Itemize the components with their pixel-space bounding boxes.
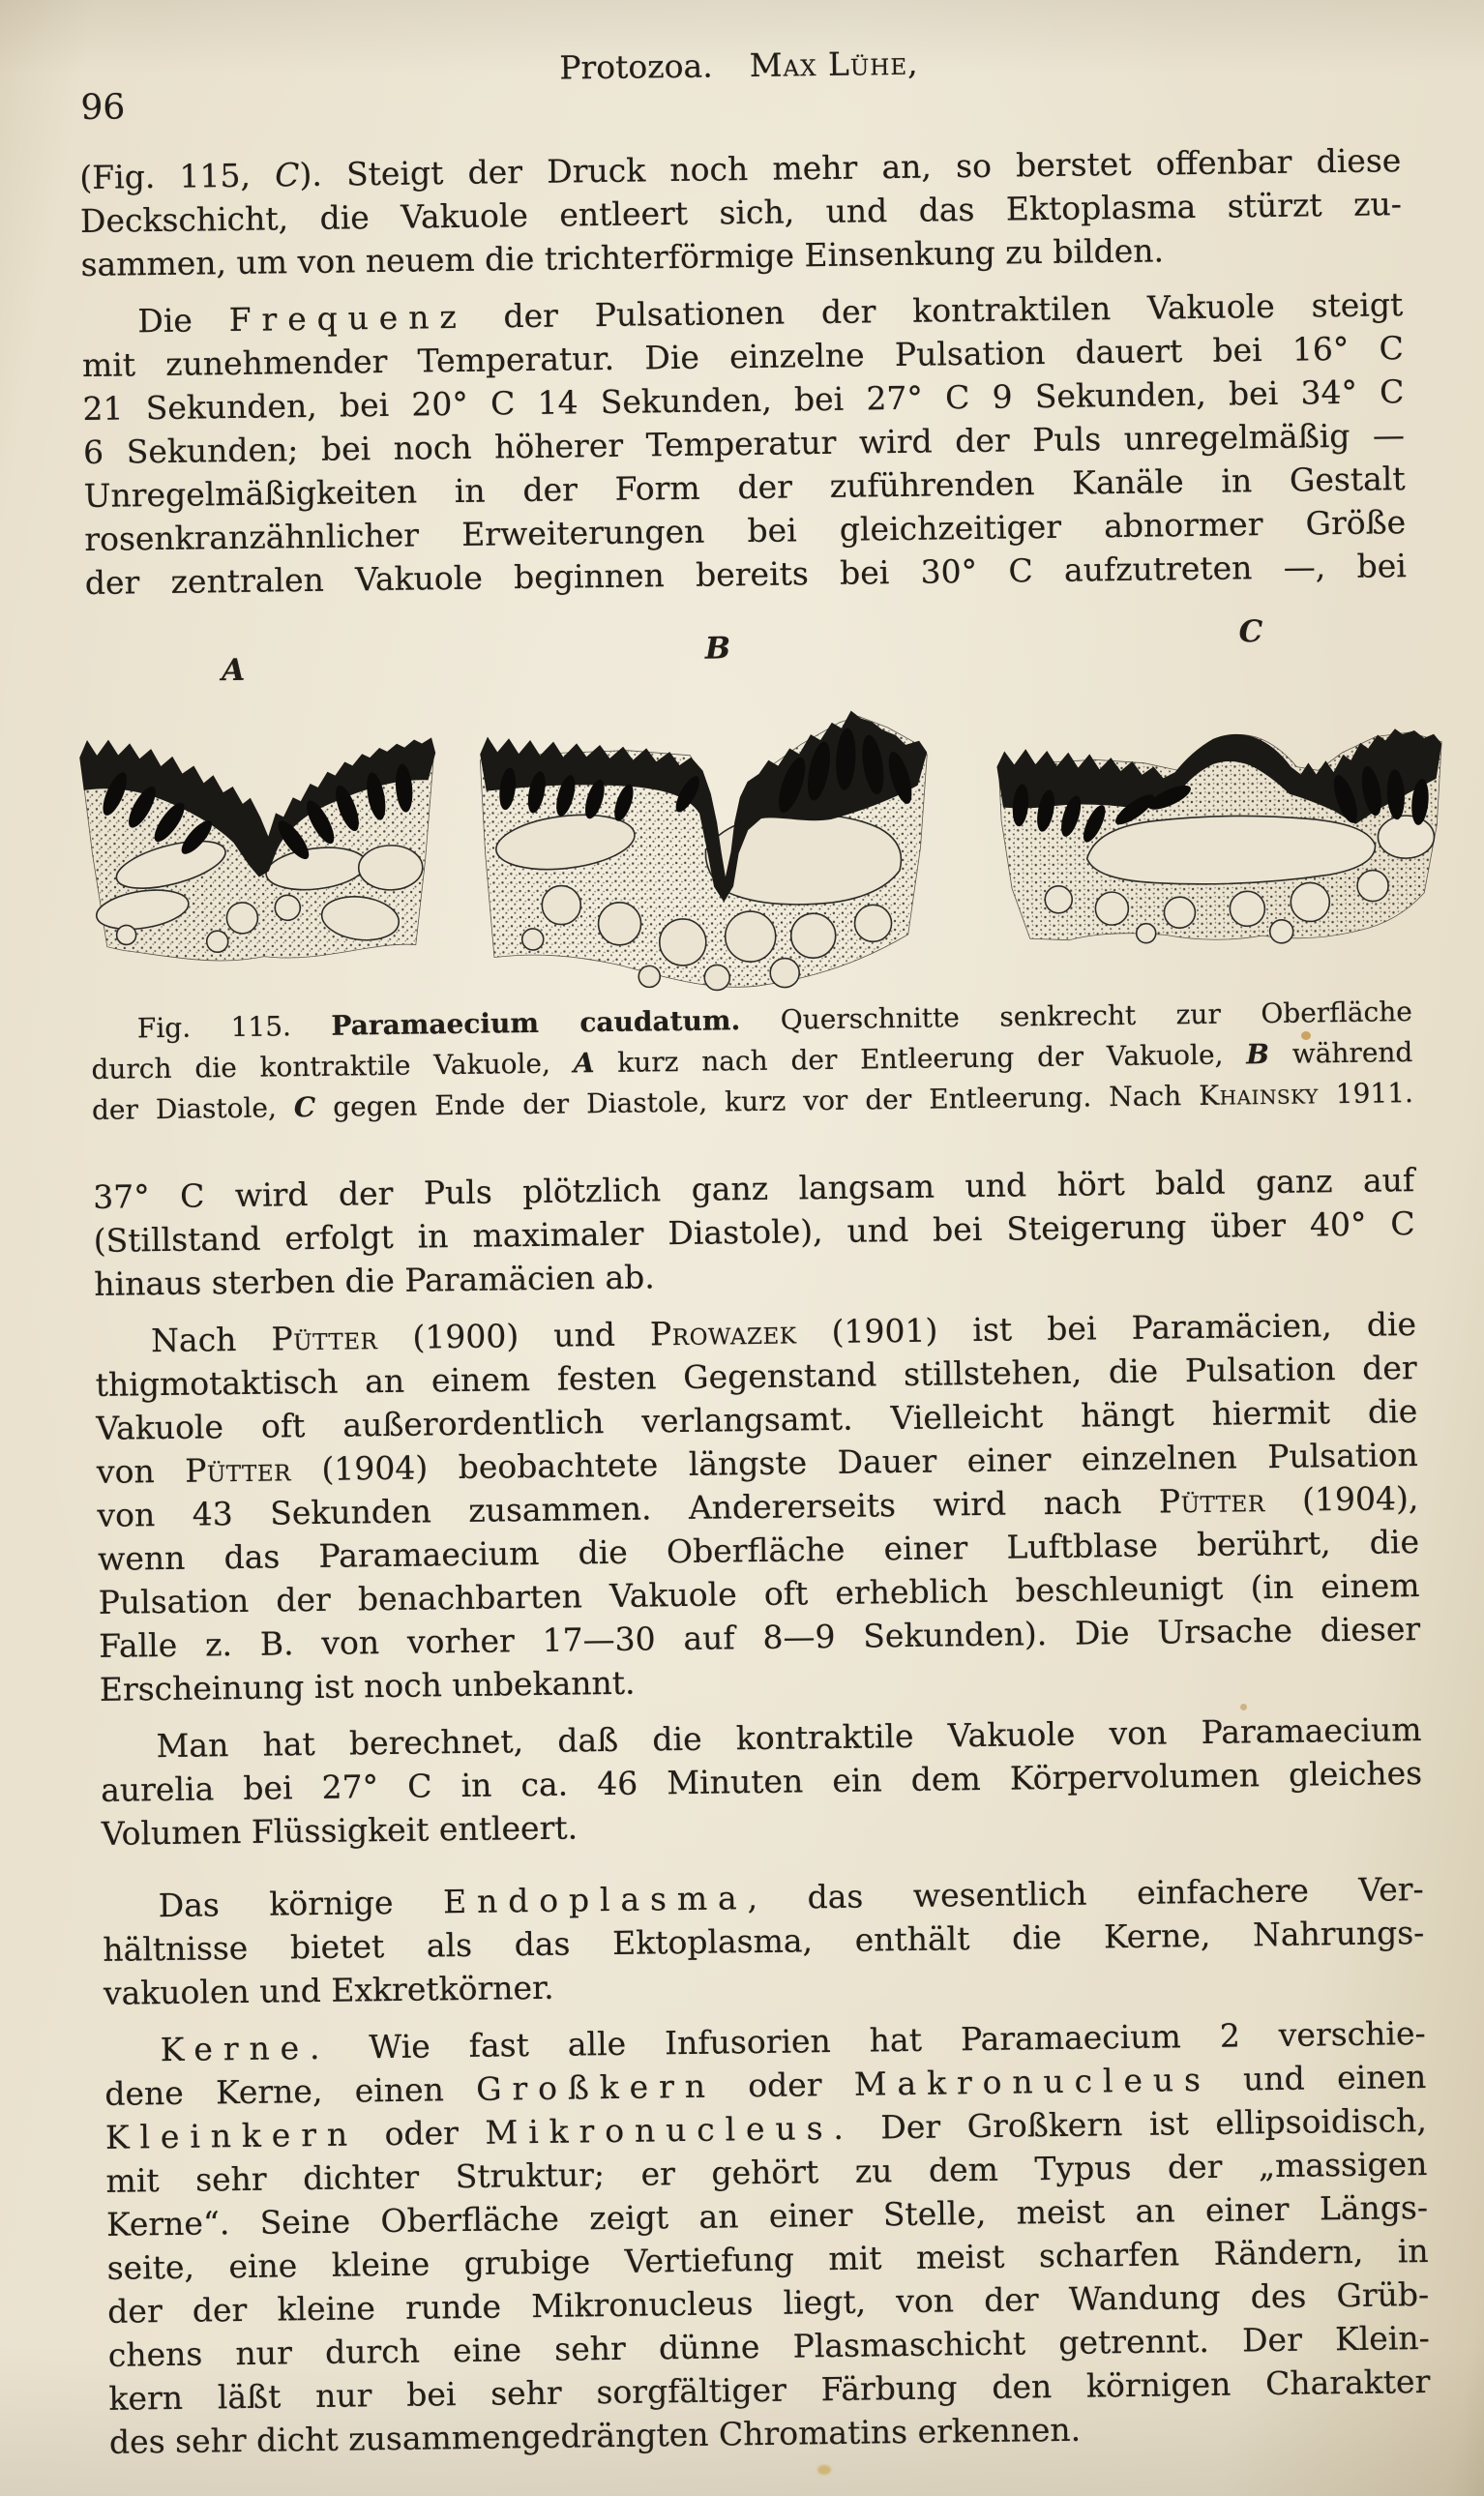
figure-label-c: C [1238,614,1263,650]
text-line: Fig. 115. Paramaecium caudatum. Querschnitte senkrecht zur Oberfläche [136,995,1413,1045]
cross-section-a-drawing [68,724,453,970]
running-header-title: Protozoa. [559,46,713,87]
paragraphs-before-figure [79,138,1407,605]
text-line: durch die kontraktile Vakuole, A kurz nach der Entleerung der Vakuole, B während [91,1036,1413,1085]
text-line: der zentralen Vakuole beginnen bereits bei 30° C aufzutreten —, bei [84,547,1408,602]
text-line: Unregelmäßigkeiten in der Form der zuführenden Kanäle in Gestalt [83,460,1406,515]
cross-section-b-drawing [471,692,939,995]
running-header-author: Max Lühe, [749,44,919,84]
text-line: Erscheinung ist noch unbekannt. [99,1663,636,1709]
paragraph-3 [93,1158,1416,1306]
paragraph-2 [81,282,1407,605]
running-header [77,0,1400,100]
text-line: Nach Pütter (1900) und Prowazek (1901) ist bei Paramäcien, die [150,1305,1417,1360]
text-line: seite, eine kleine grubige Vertiefung mit meist scharfen Rändern, in [106,2231,1429,2287]
text-line: hältnisse bietet als das Ektoplasma, enthält die Kerne, Nahrungs- [103,1913,1425,1969]
text-line: sammen, um von neuem die trichterförmige Einsenkung zu bilden. [80,231,1165,284]
text-line: des sehr dicht zusammengedrängten Chromatins erkennen. [108,2410,1082,2461]
text-line: hinaus sterben die Paramäcien ab. [94,1258,655,1303]
text-line: (Stillstand erfolgt in maximaler Diastole), und bei Steigerung über 40° C [93,1204,1415,1260]
text-line: aurelia bei 27° C in ca. 46 Minuten ein dem Körpervolumen gleiches [100,1754,1423,1809]
text-line: von 43 Sekunden zusammen. Andererseits wird nach Pütter (1904), [97,1479,1419,1534]
text-line: Deckschicht, die Vakuole entleert sich, und das Ektoplasma stürzt zu- [79,185,1403,241]
text-line: wenn das Paramaecium die Oberfläche einer Luftblase berührt, die [97,1523,1420,1578]
text-line: Die Frequenz der Pulsationen der kontraktilen Vakuole steigt [137,285,1404,341]
text-line: Man hat berechnet, daß die kontraktile Vakuole von Paramaecium [156,1710,1422,1766]
figure-label-b: B [704,631,731,667]
paragraph-6 [102,1867,1425,2015]
text-line: Das körnige Endoplasma, das wesentlich einfachere Ver- [158,1869,1424,1925]
text-line: rosenkranzähnlicher Erweiterungen bei gleichzeitiger abnormer Größe [84,503,1407,558]
paragraphs-after-figure [93,1158,1431,2464]
text-line: vakuolen und Exkretkörner. [103,1968,554,2012]
paper-stain [817,2465,831,2475]
text-line: mit sehr dichter Struktur; er gehört zu dem Typus der „massigen [105,2144,1428,2200]
text-line: Kerne. Wie fast alle Infusorien hat Paramaecium 2 verschie- [160,2013,1426,2069]
paragraph-4 [95,1302,1421,1711]
text-line: 21 Sekunden, bei 20° C 14 Sekunden, bei 27° C 9 Sekunden, bei 34° C [82,372,1405,429]
text-line: Falle z. B. von vorher 17—30 auf 8—9 Sekunden). Die Ursache dieser [99,1610,1421,1665]
text-line: Kerne“. Seine Oberfläche zeigt an einer Stelle, meist an einer Längs- [105,2187,1429,2243]
text-line: der Diastole, C gegen Ende der Diastole, kurz vor der Entleerung. Nach Khainsky 1911. [91,1077,1414,1126]
figure-caption [91,992,1414,1131]
text-line: Pulsation der benachbarten Vakuole oft erheblich beschleunigt (in einem [98,1566,1420,1621]
text-line: Vakuole oft außerordentlich verlangsamt. Vielleicht hängt hiermit die [96,1392,1418,1447]
figure-caption-block [91,992,1414,1131]
text-line: mit zunehmender Temperatur. Die einzelne Pulsation dauert bei 16° C [81,329,1405,385]
text-line: 37° C wird der Puls plötzlich ganz langsam und hört bald ganz auf [92,1161,1415,1216]
text-line: chens nur durch eine sehr dünne Plasmaschicht getrennt. Der Klein- [107,2318,1430,2374]
text-line: 6 Sekunden; bei noch höherer Temperatur wird der Puls unregelmäßig — [82,416,1406,471]
text-line: Volumen Flüssigkeit entleert. [101,1808,579,1853]
paragraph-7 [104,2011,1431,2464]
figure-115 [85,597,1411,1001]
text-line: von Pütter (1904) beobachtete längste Dauer einer einzelnen Pulsation [96,1436,1419,1491]
page-number: 96 [80,87,126,129]
text-column [77,0,1431,2464]
cross-section-c-drawing [989,708,1456,958]
paragraph-5 [100,1708,1423,1856]
text-line: der der kleine runde Mikronucleus liegt, von der Wandung des Grüb- [107,2274,1430,2331]
text-line: thigmotaktisch an einem festen Gegenstand stillstehen, die Pulsation der [95,1349,1417,1404]
text-line: kern läßt nur bei sehr sorgfältiger Färbung den körnigen Charakter [108,2362,1431,2418]
text-line: (Fig. 115, C). Steigt der Druck noch mehr an, so berstet offenbar diese [79,141,1402,197]
paragraph-1 [79,138,1403,286]
text-line: dene Kerne, einen Großkern oder Makronucleus und einen [104,2057,1427,2113]
figure-label-a: A [221,652,246,689]
text-line: Kleinkern oder Mikronucleus. Der Großkern ist ellipsoidisch, [104,2100,1428,2156]
